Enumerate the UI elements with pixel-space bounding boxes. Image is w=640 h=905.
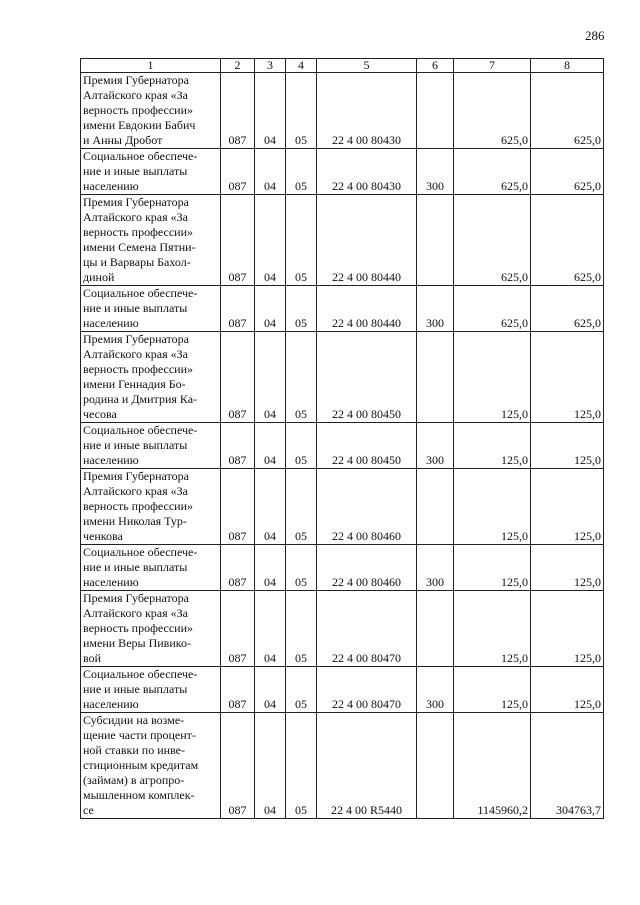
row-sum2: 125,0 [531,469,604,545]
row-sum2: 125,0 [531,545,604,591]
row-pr: 05 [286,713,317,819]
row-vr: 300 [417,423,454,469]
row-ved: 087 [221,332,255,423]
row-ved: 087 [221,591,255,667]
row-vr: 300 [417,545,454,591]
row-name: Социальное обеспече- ние и иные выплаты населению [81,149,221,195]
row-vr: 300 [417,286,454,332]
row-sum1: 625,0 [454,286,531,332]
row-ved: 087 [221,423,255,469]
row-sum1: 1145960,2 [454,713,531,819]
row-name: Премия Губернатора Алтайского края «За верность профессии» имени Веры Пивико- вой [81,591,221,667]
row-pr: 05 [286,195,317,286]
row-rz: 04 [255,591,286,667]
row-vr [417,195,454,286]
row-sum2: 625,0 [531,73,604,149]
row-ved: 087 [221,286,255,332]
row-sum2: 125,0 [531,667,604,713]
table-row [81,332,604,423]
row-sum2: 625,0 [531,286,604,332]
row-rz: 04 [255,423,286,469]
row-name: Социальное обеспече- ние и иные выплаты населению [81,545,221,591]
row-vr [417,469,454,545]
header-col-5: 5 [317,59,417,73]
row-csr: 22 4 00 R5440 [317,713,417,819]
row-sum1: 625,0 [454,149,531,195]
row-rz: 04 [255,545,286,591]
row-name: Социальное обеспече- ние и иные выплаты населению [81,667,221,713]
row-sum2: 304763,7 [531,713,604,819]
row-csr: 22 4 00 80460 [317,545,417,591]
row-rz: 04 [255,469,286,545]
row-name: Премия Губернатора Алтайского края «За верность профессии» имени Евдокии Бабич и Анны Дробот [81,73,221,149]
row-ved: 087 [221,149,255,195]
table-row [81,195,604,286]
row-pr: 05 [286,469,317,545]
header-col-3: 3 [255,59,286,73]
row-sum1: 125,0 [454,469,531,545]
row-sum1: 125,0 [454,667,531,713]
header-col-7: 7 [454,59,531,73]
row-name: Премия Губернатора Алтайского края «За верность профессии» имени Семена Пятни- цы и Варвары Бахол- диной [81,195,221,286]
row-pr: 05 [286,667,317,713]
row-ved: 087 [221,545,255,591]
row-ved: 087 [221,713,255,819]
table-row [81,545,604,591]
row-name: Премия Губернатора Алтайского края «За верность профессии» имени Николая Тур- ченкова [81,469,221,545]
table-row [81,667,604,713]
header-row [81,59,604,73]
table-row [81,286,604,332]
row-vr [417,332,454,423]
header-col-4: 4 [286,59,317,73]
row-sum2: 125,0 [531,332,604,423]
row-sum2: 125,0 [531,591,604,667]
row-pr: 05 [286,545,317,591]
row-pr: 05 [286,286,317,332]
row-name: Социальное обеспече- ние и иные выплаты населению [81,286,221,332]
row-rz: 04 [255,713,286,819]
row-name: Премия Губернатора Алтайского края «За верность профессии» имени Геннадия Бо- родина и Дмитрия Ка- чесова [81,332,221,423]
table-row [81,591,604,667]
row-sum2: 125,0 [531,423,604,469]
row-sum1: 125,0 [454,423,531,469]
table-row [81,149,604,195]
row-sum2: 625,0 [531,149,604,195]
row-sum1: 625,0 [454,195,531,286]
table-row [81,713,604,819]
row-rz: 04 [255,149,286,195]
row-csr: 22 4 00 80470 [317,667,417,713]
row-rz: 04 [255,667,286,713]
row-vr: 300 [417,667,454,713]
budget-table [80,58,604,819]
row-pr: 05 [286,423,317,469]
row-vr [417,591,454,667]
header-col-8: 8 [531,59,604,73]
row-ved: 087 [221,667,255,713]
row-name: Социальное обеспече- ние и иные выплаты населению [81,423,221,469]
row-vr [417,73,454,149]
row-rz: 04 [255,332,286,423]
row-sum1: 125,0 [454,545,531,591]
row-csr: 22 4 00 80450 [317,332,417,423]
row-pr: 05 [286,149,317,195]
row-csr: 22 4 00 80450 [317,423,417,469]
row-sum1: 125,0 [454,332,531,423]
table-row [81,469,604,545]
header-col-2: 2 [221,59,255,73]
row-vr: 300 [417,149,454,195]
row-sum1: 625,0 [454,73,531,149]
row-csr: 22 4 00 80440 [317,286,417,332]
page-number: 286 [585,28,605,43]
row-ved: 087 [221,469,255,545]
table-row [81,73,604,149]
row-rz: 04 [255,286,286,332]
row-pr: 05 [286,332,317,423]
row-sum2: 625,0 [531,195,604,286]
table-row [81,423,604,469]
row-csr: 22 4 00 80430 [317,73,417,149]
row-name: Субсидии на возме- щение части процент- ной ставки по инве- стиционным кредитам (займам) в агропро- мышленном комплек- се [81,713,221,819]
row-csr: 22 4 00 80470 [317,591,417,667]
row-sum1: 125,0 [454,591,531,667]
row-ved: 087 [221,73,255,149]
row-pr: 05 [286,73,317,149]
row-vr [417,713,454,819]
row-pr: 05 [286,591,317,667]
header-col-6: 6 [417,59,454,73]
row-rz: 04 [255,195,286,286]
row-ved: 087 [221,195,255,286]
row-csr: 22 4 00 80430 [317,149,417,195]
row-csr: 22 4 00 80460 [317,469,417,545]
row-rz: 04 [255,73,286,149]
header-col-1: 1 [81,59,221,73]
row-csr: 22 4 00 80440 [317,195,417,286]
